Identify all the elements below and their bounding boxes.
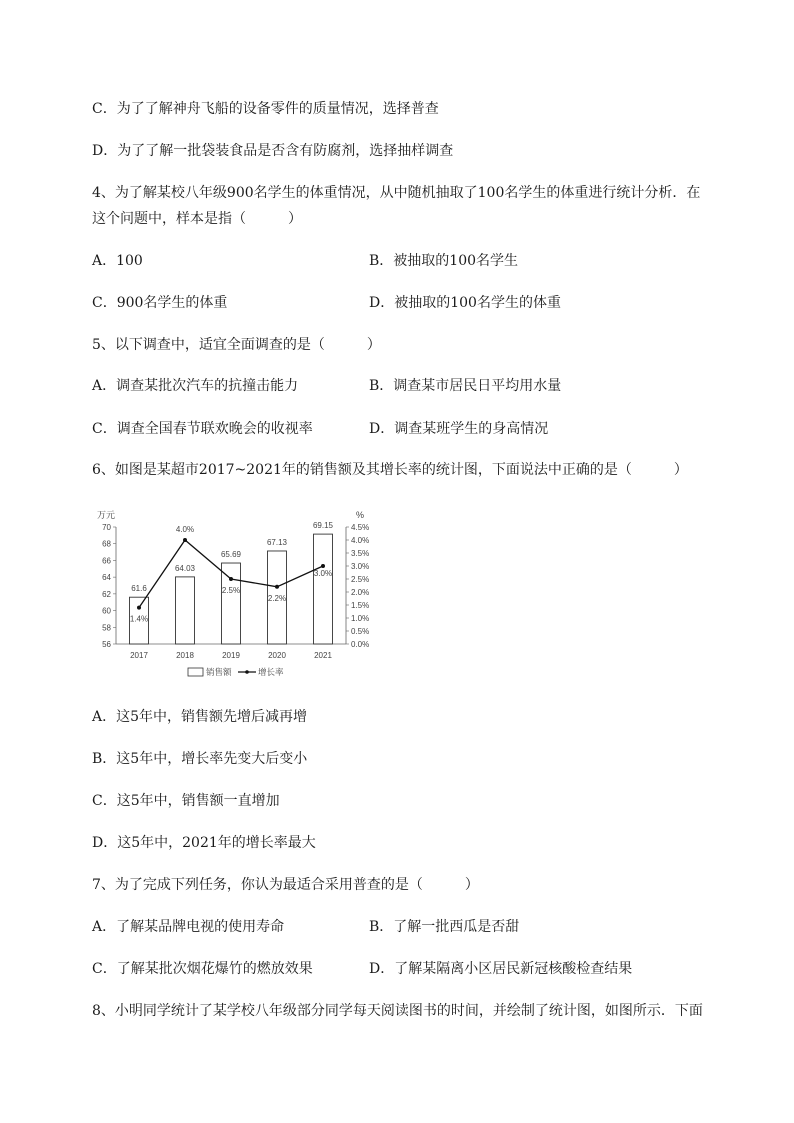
q7-option-d: D．了解某隔离小区居民新冠核酸检查结果 <box>369 961 633 977</box>
x-tick-label: 2020 <box>268 651 286 660</box>
y-left-tick-label: 62 <box>102 589 111 599</box>
y-left-tick-label: 60 <box>102 606 111 616</box>
q5-option-a: A．调查某批次汽车的抗撞击能力 <box>92 378 299 394</box>
q5-stem: 5、以下调查中，适宜全面调查的是（ ） <box>92 337 381 353</box>
y-right-tick-label: 4.0% <box>351 536 370 545</box>
x-tick-label: 2019 <box>222 651 240 660</box>
growth-rate-point <box>183 538 187 542</box>
y-left-tick-label: 56 <box>102 640 111 649</box>
q6-option-c: C．这5年中，销售额一直增加 <box>92 793 280 809</box>
bar-2018 <box>176 577 195 644</box>
growth-rate-point <box>275 585 279 589</box>
q6-stem: 6、如图是某超市2017~2021年的销售额及其增长率的统计图，下面说法中正确的是（ ） <box>92 462 688 478</box>
q4-option-a: A．100 <box>92 253 143 269</box>
x-tick-label: 2021 <box>314 651 332 660</box>
x-tick-label: 2018 <box>176 651 194 660</box>
q4-option-b: B．被抽取的100名学生 <box>369 253 519 269</box>
y-right-tick-label: 3.5% <box>351 549 370 558</box>
y-right-tick-label: 1.5% <box>351 601 370 610</box>
q6-option-a: A．这5年中，销售额先增后减再增 <box>92 709 308 725</box>
q5-option-b: B．调查某市居民日平均用水量 <box>369 378 562 394</box>
growth-rate-label: 2.5% <box>221 586 241 595</box>
y-right-tick-label: 3.0% <box>351 562 370 571</box>
growth-rate-label: 2.2% <box>267 593 287 603</box>
y-left-unit: 万元 <box>96 510 116 520</box>
y-right-unit: % <box>355 510 365 520</box>
y-left-tick-label: 64 <box>102 573 111 583</box>
q6-option-d: D．这5年中，2021年的增长率最大 <box>92 835 316 851</box>
x-tick-label: 2017 <box>130 651 148 660</box>
y-left-tick-label: 68 <box>102 539 111 549</box>
y-right-tick-label: 0.5% <box>351 627 370 636</box>
q7-option-a: A．了解某品牌电视的使用寿命 <box>92 919 285 935</box>
q3-option-c: C．为了了解神舟飞船的设备零件的质量情况，选择普查 <box>92 101 439 117</box>
legend-bar-swatch <box>188 668 203 676</box>
y-right-tick-label: 1.0% <box>351 614 370 623</box>
y-left-tick-label: 70 <box>102 523 111 532</box>
q3-option-d: D．为了了解一批袋装食品是否含有防腐剂，选择抽样调查 <box>92 143 454 159</box>
q5-option-d: D．调查某班学生的身高情况 <box>369 421 549 437</box>
legend-bar-label: 销售额 <box>206 667 232 677</box>
sales-growth-chart <box>88 505 388 685</box>
bar-value-label: 61.6 <box>131 584 147 594</box>
growth-rate-point <box>321 564 325 568</box>
y-right-tick-label: 0.0% <box>351 640 370 649</box>
y-left-tick-label: 66 <box>102 556 111 566</box>
growth-rate-point <box>229 577 233 581</box>
q7-stem: 7、为了完成下列任务，你认为最适合采用普查的是（ ） <box>92 877 479 893</box>
legend-line-label: 增长率 <box>258 667 284 677</box>
y-left-tick-label: 58 <box>102 623 111 633</box>
q6-option-b: B．这5年中，增长率先变大后变小 <box>92 751 308 767</box>
legend-line-marker <box>245 670 249 674</box>
q4-stem-line2: 这个问题中，样本是指（ ） <box>92 211 302 227</box>
growth-rate-label: 3.0% <box>313 569 333 578</box>
y-right-tick-label: 4.5% <box>351 523 370 532</box>
q7-option-c: C．了解某批次烟花爆竹的燃放效果 <box>92 961 313 977</box>
growth-rate-label: 4.0% <box>175 525 195 534</box>
q5-option-c: C．调查全国春节联欢晚会的收视率 <box>92 421 313 437</box>
q7-option-b: B．了解一批西瓜是否甜 <box>369 919 520 935</box>
bar-value-label: 67.13 <box>266 537 288 547</box>
bar-2021 <box>314 534 333 644</box>
bar-value-label: 64.03 <box>174 563 196 573</box>
q4-stem-line1: 4、为了解某校八年级900名学生的体重情况，从中随机抽取了100名学生的体重进行统计分析．在 <box>92 185 701 201</box>
growth-rate-point <box>137 606 141 610</box>
q4-option-d: D．被抽取的100名学生的体重 <box>369 295 561 311</box>
y-right-tick-label: 2.0% <box>351 588 370 597</box>
bar-value-label: 69.15 <box>312 521 334 531</box>
bar-value-label: 65.69 <box>220 550 242 560</box>
y-right-tick-label: 2.5% <box>351 575 370 584</box>
bar-2019 <box>222 563 241 644</box>
growth-rate-label: 1.4% <box>129 614 149 624</box>
q4-option-c: C．900名学生的体重 <box>92 295 228 311</box>
q8-stem: 8、小明同学统计了某学校八年级部分同学每天阅读图书的时间，并绘制了统计图，如图所示．下面 <box>92 1003 703 1019</box>
